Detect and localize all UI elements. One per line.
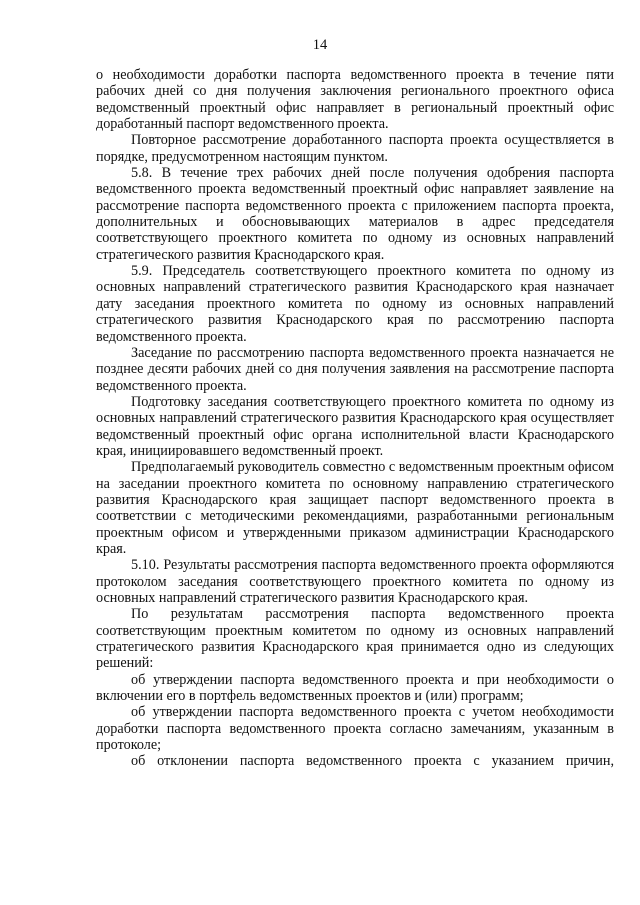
paragraph-meeting-date: Заседание по рассмотрению паспорта ведомственного проекта назначается не позднее десяти рабочих дней со дня получения заявления на рассмотрение паспорта ведомственного проекта.	[96, 344, 614, 394]
paragraph-meeting-preparation: Подготовку заседания соответствующего проектного комитета по одному из основных направлений стратегического развития Краснодарского края осуществляет ведомственный проектный офис органа исполнительной власти Краснодарского края, инициировавшего ведомственный проект.	[96, 393, 614, 459]
paragraph-decision-approve-with-revision: об утверждении паспорта ведомственного проекта с учетом необходимости доработки паспорта ведомственного проекта согласно замечаниям, указанным в протоколе;	[96, 704, 614, 754]
paragraph-5-10: 5.10. Результаты рассмотрения паспорта ведомственного проекта оформляются протоколом заседания соответствующего проектного комитета по одному из основных направлений стратегического развития Краснодарского края.	[96, 557, 614, 606]
paragraph-repeat-review: Повторное рассмотрение доработанного паспорта проекта осуществляется в порядке, предусмотренном настоящим пунктом.	[96, 132, 614, 165]
paragraph-project-defense: Предполагаемый руководитель совместно с ведомственным проектным офисом на заседании проектного комитета по основному направлению стратегического развития Краснодарского края защищает паспорт ведомственного проекта в соответствии с методическими рекомендациями, разработанными региональным проектным офисом и утвержденными приказом администрации Краснодарского края.	[96, 459, 614, 557]
paragraph-revision-deadline: о необходимости доработки паспорта ведомственного проекта в течение пяти рабочих дней со дня получения заключения регионального проектного офиса ведомственный проектный офис направляет в региональный проектный офис доработанный паспорт ведомственного проекта.	[96, 67, 614, 133]
paragraph-decisions-intro: По результатам рассмотрения паспорта ведомственного проекта соответствующим проектным комитетом по одному из основных направлений стратегического развития Краснодарского края принимается одно из следующих решений:	[96, 606, 614, 672]
paragraph-decision-approve: об утверждении паспорта ведомственного проекта и при необходимости о включении его в портфель ведомственных проектов и (или) программ;	[96, 671, 614, 705]
paragraph-5-8: 5.8. В течение трех рабочих дней после получения одобрения паспорта ведомственного проекта ведомственный проектный офис направляет заявление на рассмотрение паспорта ведомственного проекта с приложением паспорта проекта, дополнительных и обосновывающих материалов в адрес председателя соответствующего проектного комитета по одному из основных направлений стратегического развития Краснодарского края.	[96, 165, 614, 263]
page-number: 14	[312, 37, 328, 53]
paragraph-decision-reject: об отклонении паспорта ведомственного проекта с указанием причин,	[131, 753, 614, 770]
document-body	[96, 67, 614, 770]
paragraph-5-9: 5.9. Председатель соответствующего проектного комитета по одному из основных направлений стратегического развития Краснодарского края назначает дату заседания проектного комитета по одному из основных направлений стратегического развития Краснодарского края по рассмотрению паспорта ведомственного проекта.	[96, 263, 614, 345]
